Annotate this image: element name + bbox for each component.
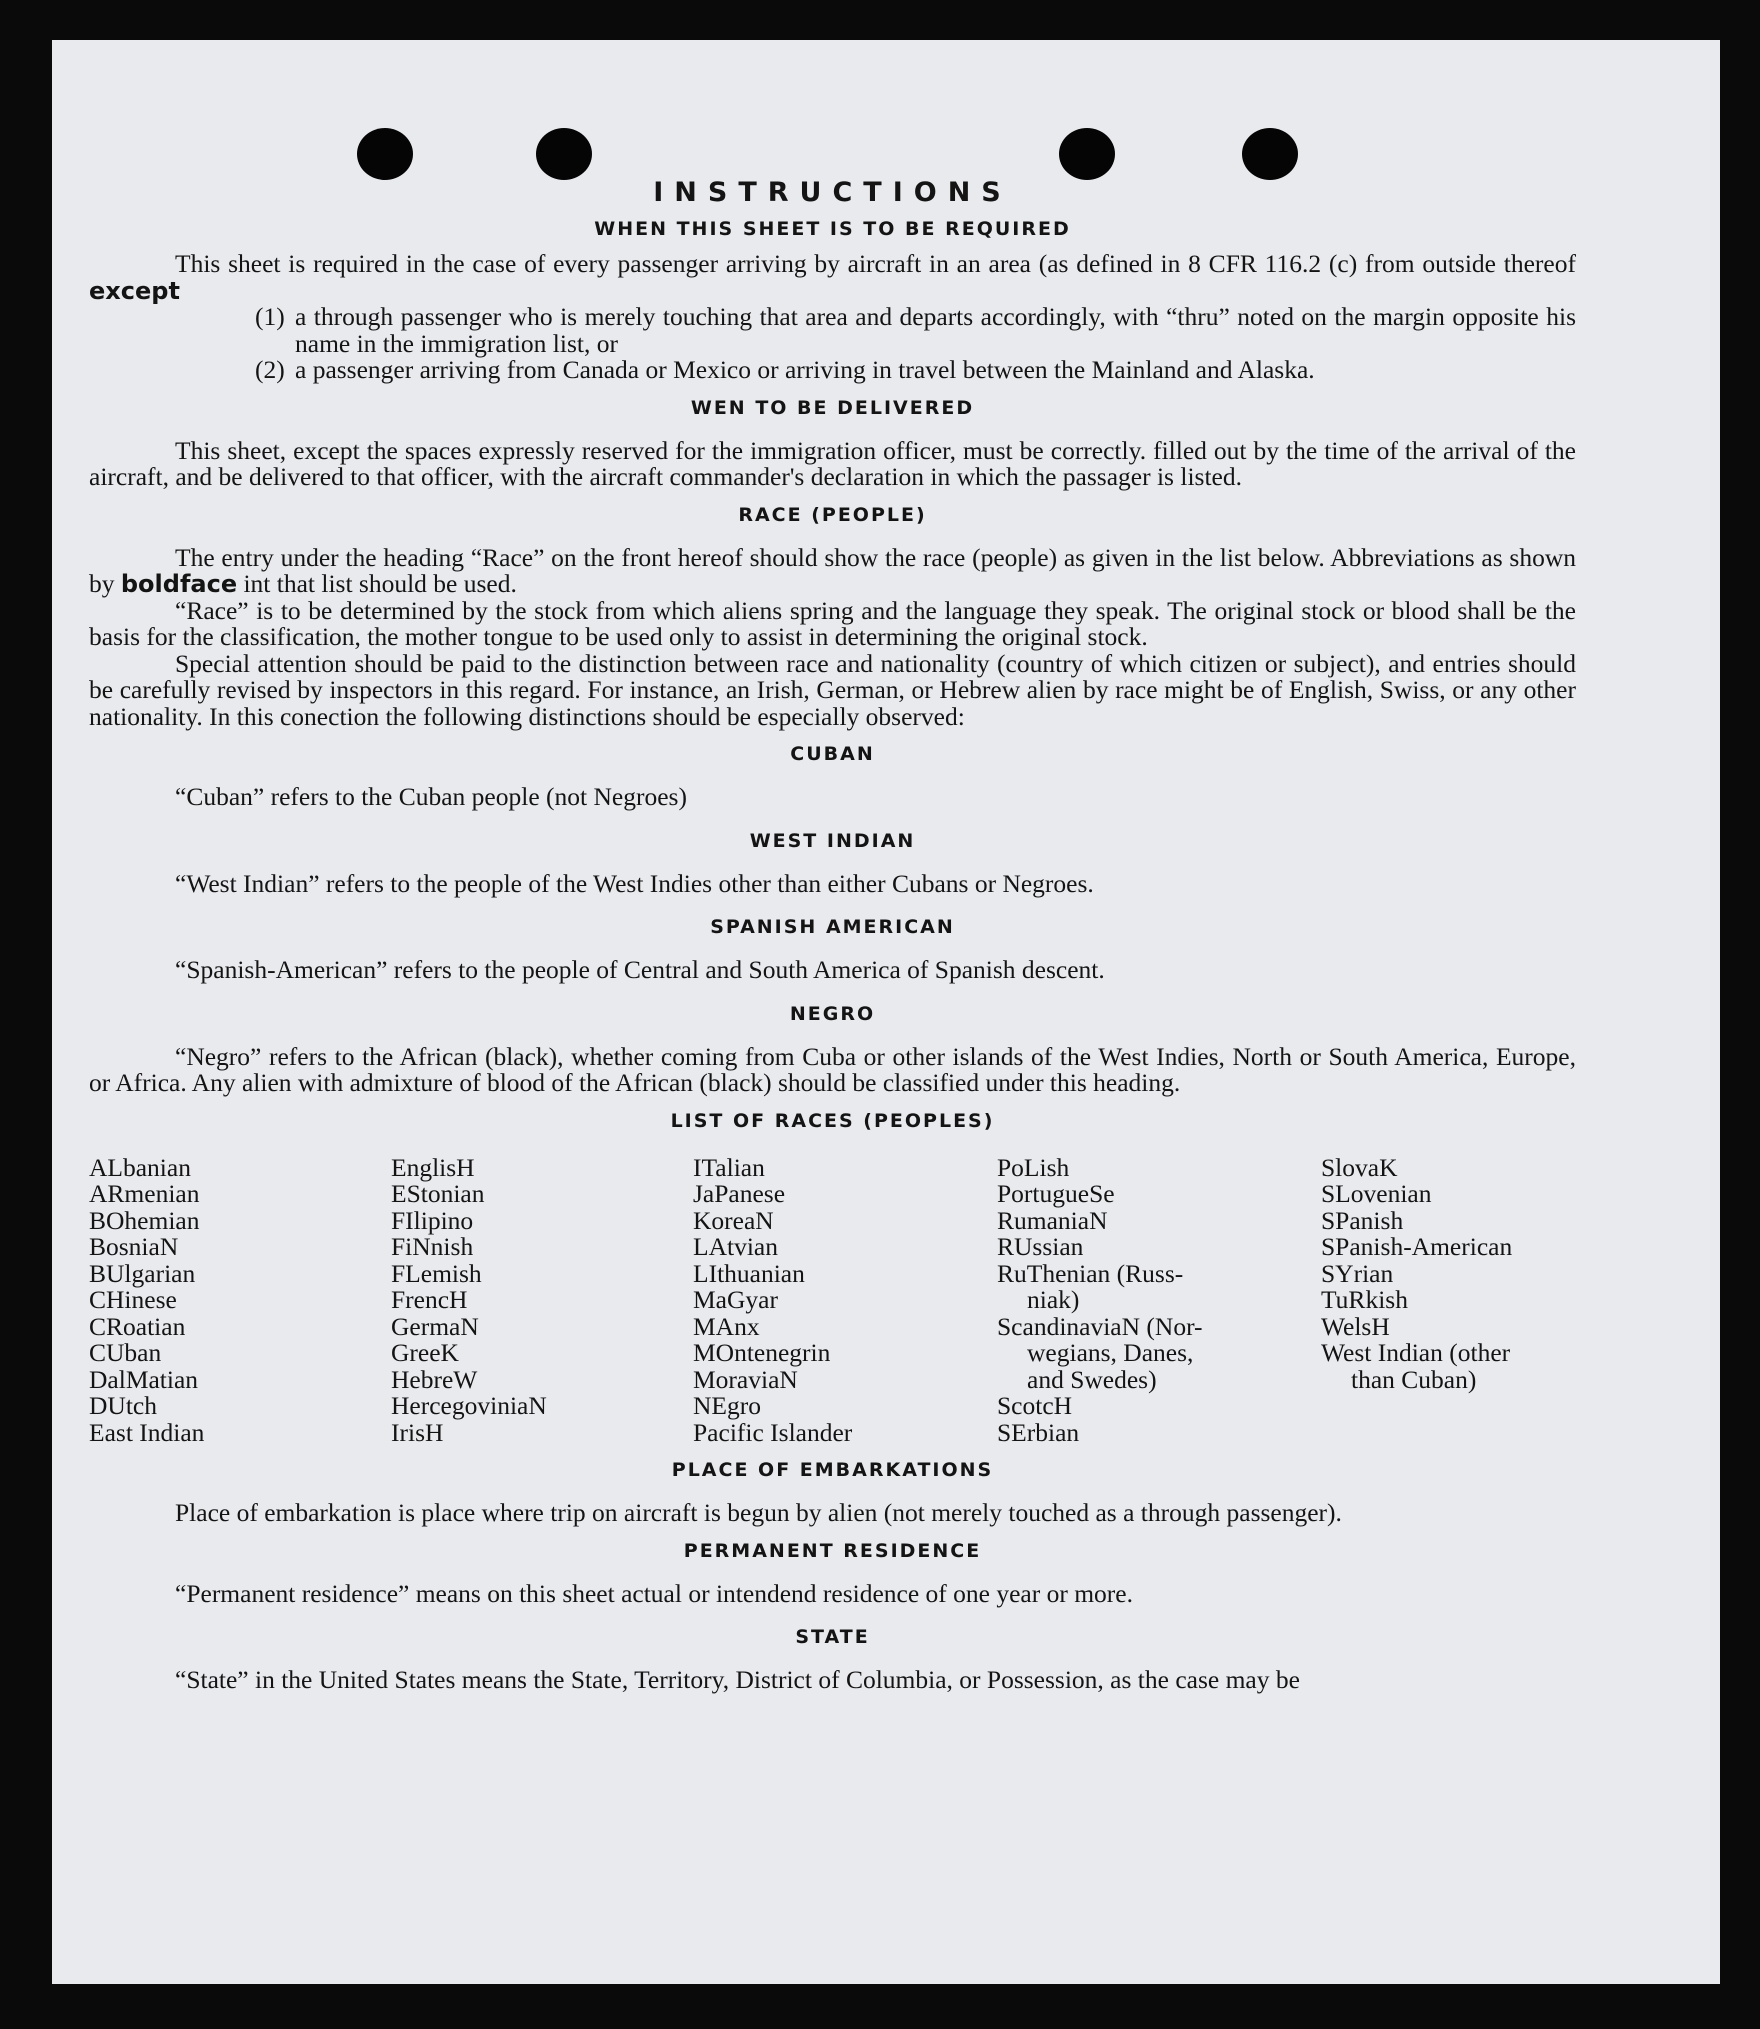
- race-entry: East Indian: [89, 1417, 205, 1447]
- spanish-american-text: “Spanish-American” refers to the people of Central and South America of Spanish descent.: [175, 955, 1105, 984]
- races-column: [1321, 1152, 1576, 1447]
- race-entry: MAnx: [693, 1311, 760, 1341]
- race-entry: GermaN: [391, 1311, 479, 1341]
- heading-spanish-american: SPANISH AMERICAN: [710, 916, 955, 938]
- heading-list-of-races: LIST OF RACES (PEOPLES): [670, 1109, 995, 1132]
- when-delivered-text: This sheet, except the spaces expressly reserved for the immigration officer, must be correctly. filled out by the time of the arrival of the aircraft, and be delivered to that officer, with the aircraft commander's declaration in which the passager is listed.: [89, 435, 1576, 491]
- race-entry: wegians, Danes,: [1027, 1338, 1194, 1367]
- race-entry: West Indian (other: [1321, 1338, 1511, 1367]
- race-entry: and Swedes): [1027, 1364, 1157, 1394]
- race-entry: HercegoviniaN: [391, 1391, 547, 1420]
- race-entry: EStonian: [391, 1179, 485, 1208]
- race-entry: JaPanese: [693, 1179, 786, 1208]
- race-entry: RumaniaN: [997, 1205, 1108, 1235]
- race-entry: GreeK: [391, 1338, 459, 1367]
- race-entry: PortugueSe: [997, 1179, 1115, 1208]
- page-title: INSTRUCTIONS: [653, 177, 1012, 208]
- heading-west-indian: WEST INDIAN: [749, 829, 916, 852]
- bold-boldface: boldface: [120, 570, 238, 598]
- race-paragraph-3: Special attention should be paid to the distinction between race and nationality (country of which citizen or subject), and entries should be carefully revised by inspectors in this regard. For instance, an Irish, German, or Hebrew alien by race might be of English, Swiss, or any other nationality. In this conection the following distinctions should be especially observed:: [89, 648, 1576, 731]
- race-entry: MoraviaN: [693, 1364, 798, 1394]
- race-entry: ScandinaviaN (Nor-: [997, 1311, 1203, 1341]
- race-entry: Pacific Islander: [693, 1417, 853, 1447]
- race-entry: DUtch: [89, 1391, 157, 1420]
- race-paragraph-2: “Race” is to be determined by the stock from which aliens spring and the language they speak. The original stock or blood shall be the basis for the classification, the mother tongue to be used only to assist in determining the original stock.: [89, 595, 1576, 651]
- when-required-intro: This sheet is required in the case of every passenger arriving by aircraft in an area (as defined in 8 CFR 116.2 (c) from outside thereof except: [89, 249, 1576, 305]
- race-entry: NEgro: [693, 1391, 761, 1420]
- race-entry: RUssian: [997, 1232, 1084, 1261]
- race-entry: FLemish: [391, 1258, 482, 1288]
- embarkation-text: Place of embarkation is place where trip on aircraft is begun by alien (not merely touched as a through passenger).: [175, 1498, 1342, 1527]
- bold-except: except: [89, 276, 180, 305]
- race-entry: IrisH: [391, 1417, 444, 1447]
- heading-place-of-embarkation: PLACE OF EMBARKATIONS: [671, 1459, 994, 1481]
- race-entry: ARmenian: [89, 1179, 200, 1208]
- race-entry: DalMatian: [89, 1364, 199, 1394]
- race-entry: BosniaN: [89, 1232, 179, 1261]
- race-entry: ALbanian: [89, 1152, 191, 1182]
- race-entry: CUban: [89, 1338, 162, 1367]
- race-entry: FiNnish: [391, 1232, 474, 1261]
- race-entry: MOntenegrin: [693, 1338, 831, 1367]
- residence-text: “Permanent residence” means on this sheet actual or intendend residence of one year or more.: [175, 1578, 1133, 1608]
- race-entry: LAtvian: [693, 1232, 778, 1261]
- races-column: [997, 1152, 1321, 1447]
- race-entry: SlovaK: [1321, 1152, 1398, 1182]
- heading-permanent-residence: PERMANENT RESIDENCE: [683, 1539, 982, 1562]
- race-entry: SErbian: [997, 1417, 1080, 1447]
- races-column: [391, 1152, 693, 1447]
- state-text: “State” in the United States means the State, Territory, District of Columbia, or Possession, as the case may be: [175, 1665, 1300, 1694]
- punch-hole: [357, 128, 413, 180]
- west-indian-text: “West Indian” refers to the people of the West Indies other than either Cubans or Negroes.: [175, 868, 1094, 898]
- heading-state: STATE: [795, 1626, 870, 1648]
- race-entry: RuThenian (Russ-: [997, 1258, 1184, 1288]
- punch-hole: [1059, 128, 1115, 180]
- heading-when-required: WHEN THIS SHEET IS TO BE REQUIRED: [594, 218, 1071, 240]
- races-list: [89, 1152, 1576, 1447]
- heading-when-delivered: WEN TO BE DELIVERED: [690, 396, 975, 419]
- heading-negro: NEGRO: [789, 1002, 876, 1025]
- race-paragraph-1: The entry under the heading “Race” on the front hereof should show the race (people) as given in the list below. Abbreviations as shown by boldface int that list should be used.: [89, 542, 1576, 598]
- punch-hole: [536, 128, 592, 180]
- race-entry: KoreaN: [693, 1205, 774, 1235]
- race-entry: SPanish-American: [1321, 1232, 1513, 1261]
- race-entry: FrencH: [391, 1285, 468, 1314]
- race-entry: EnglisH: [391, 1152, 475, 1182]
- race-entry: SLovenian: [1321, 1179, 1432, 1208]
- cuban-text: “Cuban” refers to the Cuban people (not Negroes): [175, 782, 687, 811]
- race-entry: than Cuban): [1351, 1364, 1477, 1394]
- heading-race: RACE (PEOPLE): [738, 503, 927, 526]
- document-content: [89, 175, 1576, 1694]
- negro-text: “Negro” refers to the African (black), whether coming from Cuba or other islands of the West Indies, North or South America, Europe, or Africa. Any alien with admixture of blood of the African (black) should be classified under this heading.: [89, 1041, 1576, 1097]
- race-entry: TuRkish: [1321, 1285, 1408, 1314]
- race-entry: HebreW: [391, 1364, 478, 1394]
- list-item: (2) a passenger arriving from Canada or Mexico or arriving in travel between the Mainland and Alaska.: [255, 355, 1315, 384]
- list-item: (1) a through passenger who is merely touching that area and departs accordingly, with “thru” noted on the margin opposite his name in the immigration list, or: [255, 302, 1576, 358]
- punch-hole: [1242, 128, 1298, 180]
- races-column: [89, 1152, 391, 1447]
- race-entry: SPanish: [1321, 1205, 1404, 1235]
- races-column: [693, 1152, 997, 1447]
- race-entry: BUlgarian: [89, 1258, 196, 1288]
- race-entry: LIthuanian: [693, 1258, 805, 1288]
- race-entry: ScotcH: [997, 1391, 1073, 1420]
- race-entry: SYrian: [1321, 1258, 1394, 1288]
- race-entry: BOhemian: [89, 1205, 200, 1235]
- race-entry: CHinese: [89, 1285, 177, 1314]
- race-entry: MaGyar: [693, 1285, 778, 1314]
- race-entry: PoLish: [997, 1152, 1070, 1182]
- race-entry: niak): [1027, 1285, 1080, 1314]
- race-entry: CRoatian: [89, 1311, 186, 1341]
- race-entry: FIlipino: [391, 1205, 474, 1235]
- race-entry: ITalian: [693, 1152, 765, 1182]
- heading-cuban: CUBAN: [790, 743, 875, 765]
- race-entry: WelsH: [1321, 1311, 1390, 1341]
